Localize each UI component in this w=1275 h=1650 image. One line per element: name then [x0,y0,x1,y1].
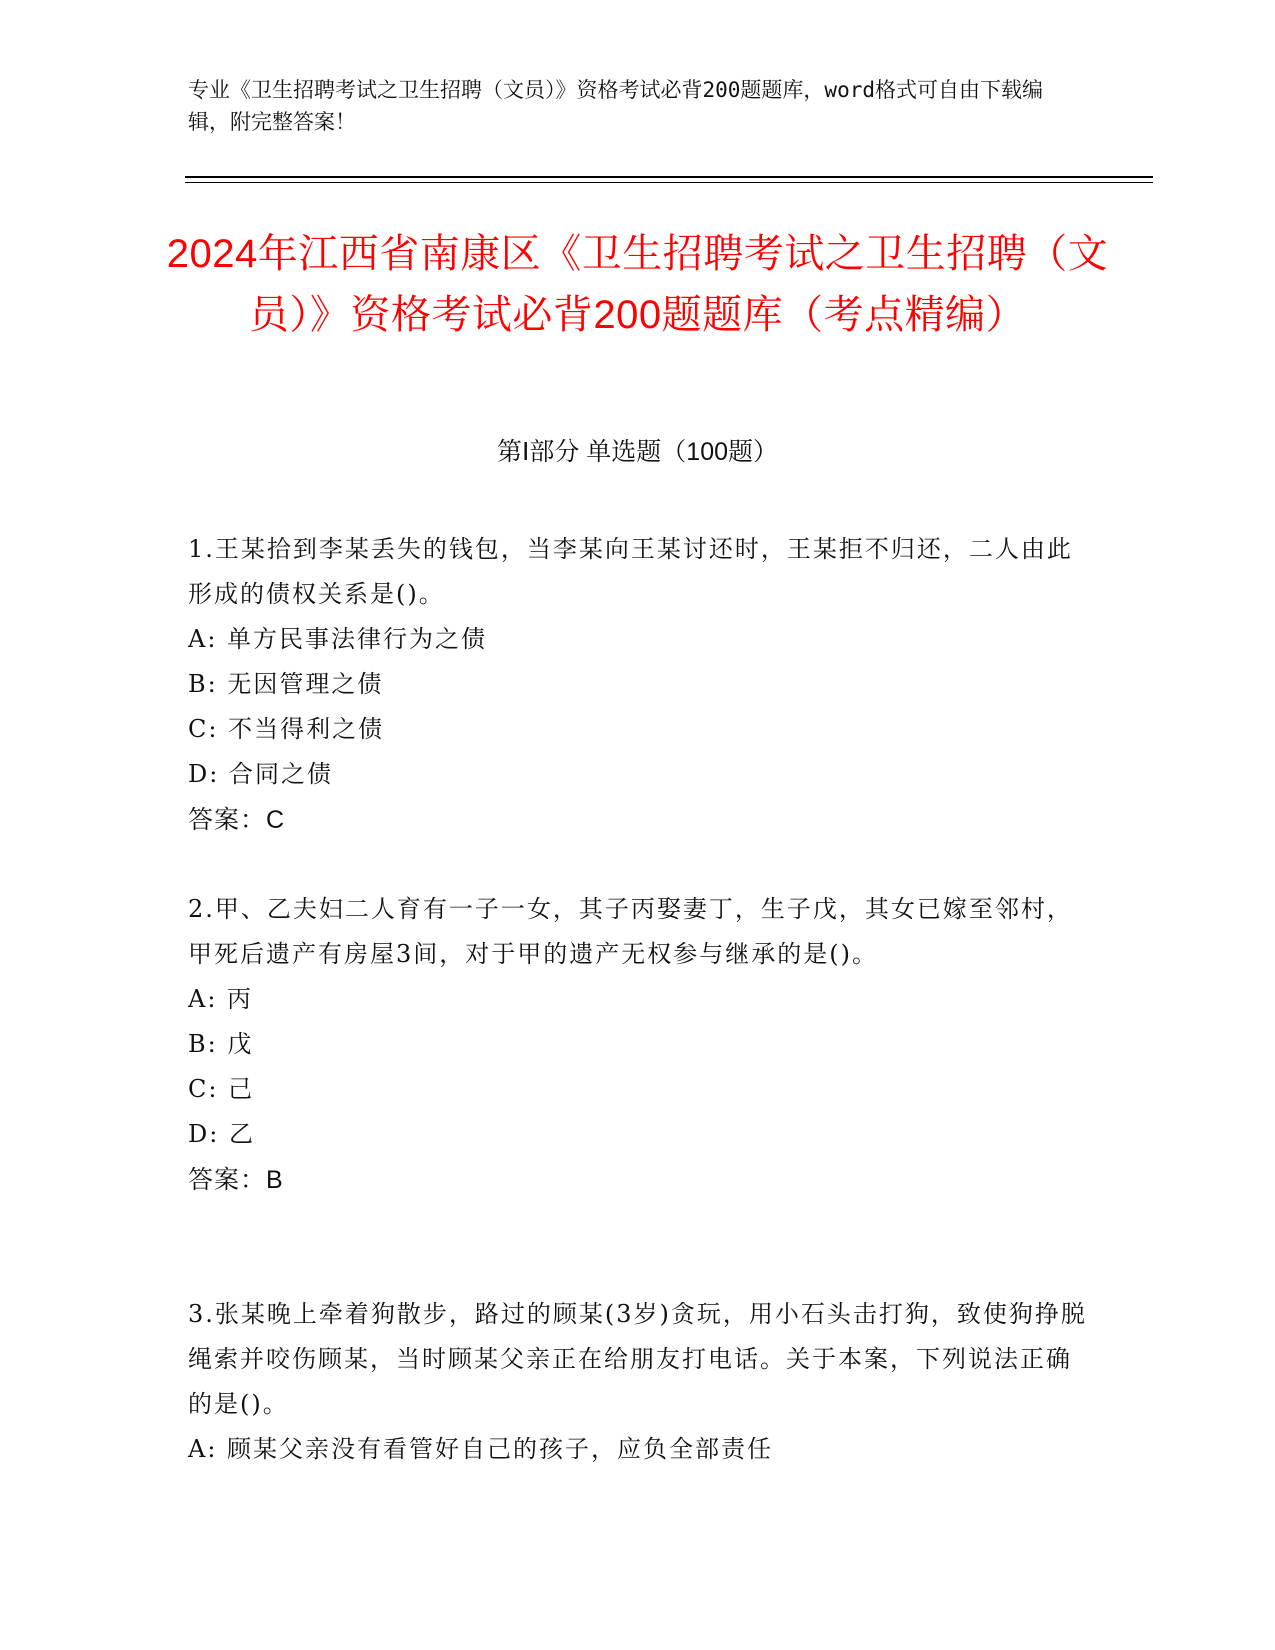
header-divider-thin [185,182,1153,183]
option-b: B: 戊 [188,1030,254,1058]
option-c: C: 己 [188,1075,255,1103]
document-title: 2024年江西省南康区《卫生招聘考试之卫生招聘（文员）》资格考试必背200题题库（考点精编） [166,232,1109,337]
answer-line: 答案：B [188,1166,284,1194]
question-2 [188,887,1088,1203]
question-1 [188,527,1088,843]
option-b: B: 无因管理之债 [188,670,384,698]
question-3 [188,1292,1088,1472]
header-divider-thick [185,176,1153,178]
option-a: A: 丙 [188,985,254,1013]
option-d: D: 乙 [188,1120,255,1148]
section-heading: 第Ⅰ部分 单选题（100题） [496,438,779,466]
question-stem: 2.甲、乙夫妇二人育有一子一女，其子丙娶妻丁，生子戊，其女已嫁至邻村，甲死后遗产有房屋3间，对于甲的遗产无权参与继承的是()。 [188,895,1073,968]
option-a: A: 顾某父亲没有看管好自己的孩子，应负全部责任 [188,1435,774,1463]
option-d: D: 合同之债 [188,760,333,788]
answer-line: 答案：C [188,806,286,834]
option-a: A: 单方民事法律行为之债 [188,625,488,653]
header-note: 专业《卫生招聘考试之卫生招聘（文员）》资格考试必背200题题库，word格式可自由下载编辑，附完整答案！ [188,78,1043,134]
question-stem: 3.张某晚上牵着狗散步，路过的顾某(3岁)贪玩，用小石头击打狗，致使狗挣脱绳索并咬伤顾某，当时顾某父亲正在给朋友打电话。关于本案，下列说法正确的是()。 [188,1300,1087,1418]
question-stem: 1.王某拾到李某丢失的钱包，当李某向王某讨还时，王某拒不归还，二人由此形成的债权关系是()。 [188,535,1073,608]
option-c: C: 不当得利之债 [188,715,385,743]
